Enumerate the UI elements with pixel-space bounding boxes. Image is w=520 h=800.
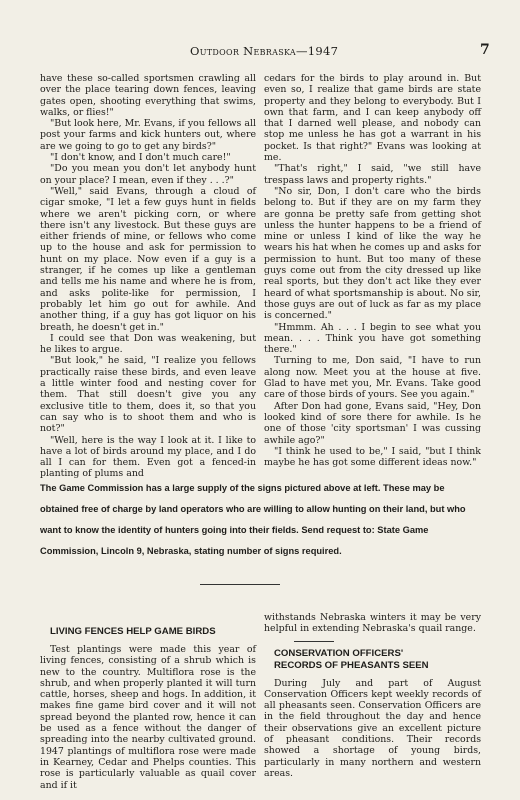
paragraph: Turning to me, Don said, "I have to run along now. Meet you at the house at five. Glad to have met you, Mr. Evans. Take good care of those birds of yours. See you again." — [264, 355, 481, 401]
conservation-heading-line1: CONSERVATION OFFICERS' — [274, 647, 404, 659]
story-column-left — [40, 73, 256, 480]
paragraph: After Don had gone, Evans said, "Hey, Don looked kind of sore there for awhile. Is he one of those 'city sportsman' I was cussing awhile ago?" — [264, 400, 481, 446]
living-fences-body: Test plantings were made this year of living fences, consisting of a shrub which is new to the country. Multiflora rose is the shrub, and when properly planted it will turn cattle, horses, sheep and hogs. In addition, it makes fine game bird cover and it will not spread beyond the planted row, hence it can be used as a fence without the danger of spreading into the nearby cultivated ground. 1947 plantings of multiflora rose were made in Kearney, Cedar and Phelps counties. This rose is particularly valuable as quail cover and if it — [40, 644, 256, 791]
paragraph: have these so-called sportsmen crawling all over the place tearing down fences, leaving gates open, shooting everything that swims, walks, or flies!" — [40, 73, 256, 118]
paragraph: "That's right," I said, "we still have trespass laws and property rights." — [264, 163, 481, 186]
paragraph: "Do you mean you don't let anybody hunt on your place? I mean, even if they . . .?" — [40, 163, 256, 186]
paragraph: "I don't know, and I don't much care!" — [50, 152, 231, 164]
living-fences-article — [40, 626, 256, 791]
paragraph: "No sir, Don, I don't care who the birds belong to. But if they are on my farm they are gonna be pretty safe from getting shot unless the hunter happens to be a friend of mine or unless I kind of like the way he wears his hat when he comes up and asks for permission to hunt. But too many of these guys come out from the city dressed up like real sports, but they don't act like they ever heard of what sportsmanship is about. No sir, those guys are out of luck as far as my place is concerned." — [264, 185, 481, 322]
paragraph: "Hmmm. Ah . . . I begin to see what you mean. . . . Think you have got something there." — [264, 321, 481, 356]
living-fences-continued: withstands Nebraska winters it may be very helpful in extending Nebraska's quail range. — [264, 612, 481, 635]
paragraph: "I think he used to be," I said, "but I think maybe he has got some different ideas now." — [264, 445, 481, 469]
paragraph: I could see that Don was weakening, but he likes to argue. — [40, 332, 256, 356]
right-column-bottom — [264, 612, 481, 779]
paragraph: "But look," he said, "I realize you fellows practically raise these birds, and even leave a little winter food and nesting cover for them. That still doesn't give you any exclusive title to them, does it, so that you can say who is to shoot them and who is not?" — [40, 355, 256, 435]
notice-text: The Game Commission has a large supply of the signs pictured above at left. These may be obtained free of charge by land operators who are willing to allow hunting on their land, but who want to know the identity of hunters going into their fields. — [40, 483, 466, 535]
living-fences-heading: LIVING FENCES HELP GAME BIRDS — [50, 626, 216, 637]
page-number: 7 — [479, 42, 490, 58]
signs-notice — [40, 478, 485, 562]
story-column-right — [264, 73, 481, 468]
conservation-body: During July and part of August Conservation Officers kept weekly records of all pheasants seen. Conservation Officers are in the field throughout the day and hence their observations give an excellent picture of pheasant conditions. Their records showed a shortage of young birds, particularly in many northern and western areas. — [264, 677, 481, 779]
paragraph: "But look here, Mr. Evans, if you fellows all post your farms and kick hunters out, where are we going to go to get any birds?" — [40, 118, 256, 152]
paragraph: cedars for the birds to play around in. But even so, I realize that game birds are state property and they belong to everybody. But I own that farm, and I can keep anybody off that I darned well please, and nobody can stop me unless he has got a warrant in his pocket. Is that right?" Evans was looking at me. — [264, 73, 481, 164]
paragraph: "Well, here is the way I look at it. I like to have a lot of birds around my place, and I do all I can for them. Even got a fenced-in planting of plums and — [40, 434, 256, 480]
article-divider — [294, 641, 334, 642]
running-title: Outdoor Nebraska—1947 — [190, 44, 339, 58]
notice-request: Send request to: State Game Commission, Lincoln 9, Nebraska, stating number of signs required. — [40, 525, 429, 556]
paragraph: "Well," said Evans, through a cloud of cigar smoke, "I let a few guys hunt in fields where we aren't picking corn, or where there isn't any livestock. But these guys are either friends of mine, or fellows who come up to the house and ask for permission to hunt on my place. Now even if a guy is a stranger, if he comes up like a gentleman and tells me his name and where he is from, and asks polite-like for permission, I probably let him go out for awhile. And another thing, if a guy has got liquor on his breath, he doesn't get in." — [40, 185, 256, 333]
conservation-heading-line2: RECORDS OF PHEASANTS SEEN — [274, 659, 429, 671]
section-divider — [200, 584, 280, 585]
